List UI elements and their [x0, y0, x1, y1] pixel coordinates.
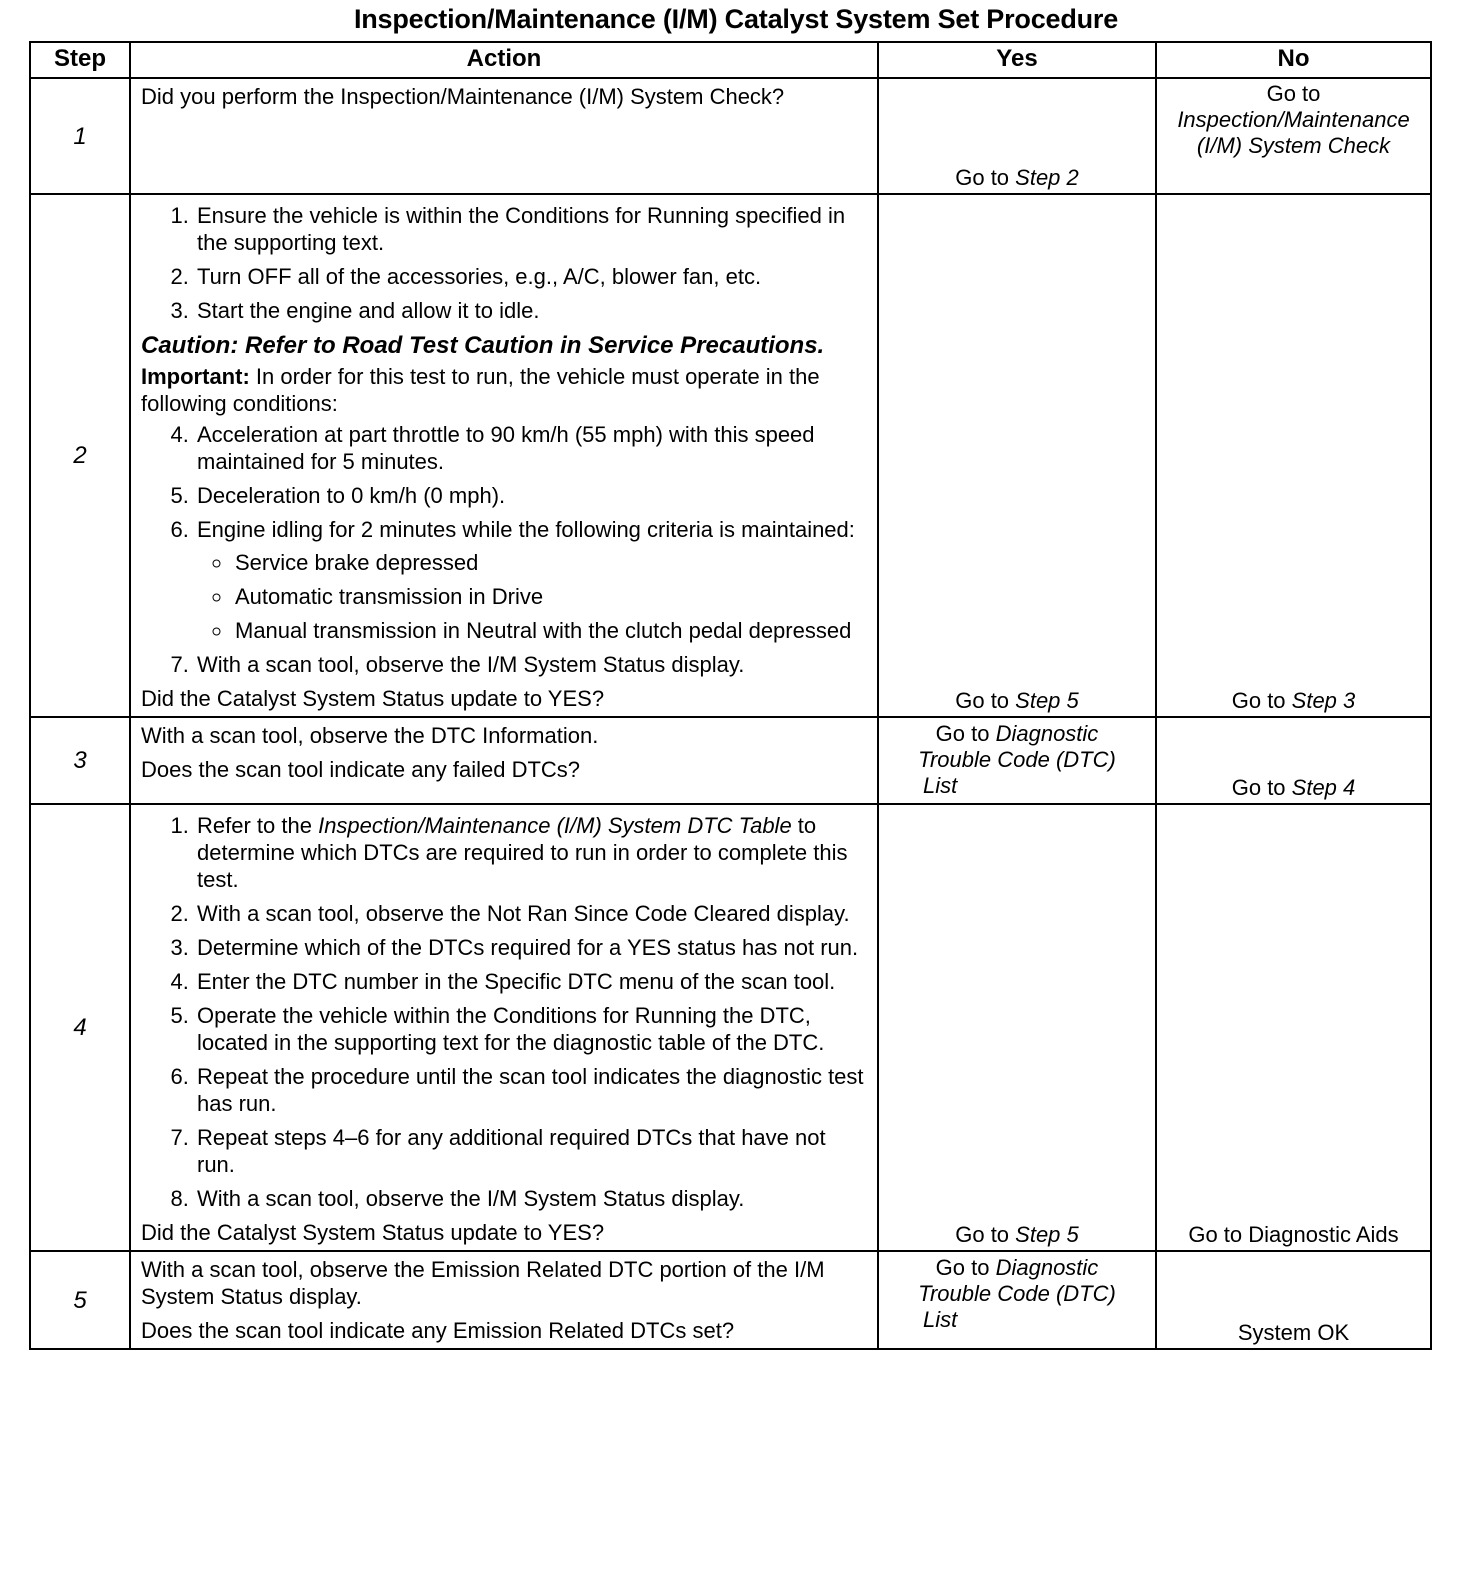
list-item — [195, 812, 867, 893]
procedure-table — [29, 41, 1432, 1350]
yes-link[interactable]: Trouble Code (DTC) — [918, 747, 1116, 772]
yes-link[interactable]: Diagnostic — [995, 1255, 1099, 1280]
list-item: 8. With a scan tool, observe the I/M System Status display. — [195, 1185, 867, 1212]
list-item-text: to determine which DTCs are required to run in order to complete this test. — [197, 813, 848, 892]
yes-link[interactable]: Diagnostic — [995, 721, 1099, 746]
no-cell — [1156, 804, 1431, 1251]
list-item: 1. Ensure the vehicle is within the Conditions for Running specified in the supporting text. — [195, 202, 867, 256]
table-row — [30, 78, 1431, 194]
header-step: Step — [30, 42, 130, 78]
header-action: Action — [130, 42, 878, 78]
important-note — [141, 363, 867, 417]
no-cell — [1156, 1251, 1431, 1349]
list-item: 3. Determine which of the DTCs required for a YES status has not run. — [195, 934, 867, 961]
no-link[interactable]: Inspection/Maintenance — [1177, 107, 1410, 132]
list-item: ◦ Service brake depressed — [233, 549, 867, 576]
yes-link[interactable]: Step 5 — [1015, 1222, 1079, 1247]
no-prefix: Go to — [1231, 688, 1292, 713]
action-question: Did the Catalyst System Status update to YES? — [141, 686, 605, 711]
no-link[interactable]: Step 4 — [1291, 775, 1356, 800]
no-line: Go to — [1266, 81, 1321, 106]
header-no: No — [1156, 42, 1431, 78]
list-item: 7. With a scan tool, observe the I/M System Status display. — [195, 651, 867, 678]
action-cell — [130, 717, 878, 804]
header-yes: Yes — [878, 42, 1156, 78]
yes-prefix: Go to — [935, 1255, 996, 1280]
dtc-table-link[interactable]: Inspection/Maintenance (I/M) System DTC Table — [318, 813, 792, 838]
yes-link[interactable]: Trouble Code (DTC) — [918, 1281, 1116, 1306]
page-title: Inspection/Maintenance (I/M) Catalyst System Set Procedure — [353, 4, 1119, 34]
action-text: With a scan tool, observe the Emission Related DTC portion of the I/M System Status display. — [141, 1257, 825, 1309]
action-steps — [141, 421, 867, 678]
list-item: 7. Repeat steps 4–6 for any additional required DTCs that have not run. — [195, 1124, 867, 1178]
yes-prefix: Go to — [955, 688, 1016, 713]
action-question: Does the scan tool indicate any failed DTCs? — [141, 757, 581, 782]
caution-note: Caution: Refer to Road Test Caution in Service Precautions. — [141, 332, 825, 359]
no-link[interactable]: Go to Diagnostic Aids — [1188, 1222, 1399, 1247]
table-header-row — [30, 42, 1431, 78]
list-item: 2. Turn OFF all of the accessories, e.g., A/C, blower fan, etc. — [195, 263, 867, 290]
step-number: 2 — [30, 194, 130, 717]
no-cell — [1156, 717, 1431, 804]
action-question: Does the scan tool indicate any Emission Related DTCs set? — [141, 1318, 735, 1343]
important-label: Important: — [141, 364, 250, 389]
list-item: 4. Enter the DTC number in the Specific DTC menu of the scan tool. — [195, 968, 867, 995]
yes-prefix: Go to — [955, 1222, 1016, 1247]
list-item: ◦ Manual transmission in Neutral with the clutch pedal depressed — [233, 617, 867, 644]
list-item — [195, 516, 867, 644]
yes-cell — [878, 78, 1156, 194]
yes-cell — [878, 804, 1156, 1251]
list-item: 2. With a scan tool, observe the Not Ran Since Code Cleared display. — [195, 900, 867, 927]
list-item-text: Engine idling for 2 minutes while the following criteria is maintained: — [197, 517, 855, 542]
action-steps — [141, 812, 867, 1212]
list-item: 6. Repeat the procedure until the scan tool indicates the diagnostic test has run. — [195, 1063, 867, 1117]
list-item: 5. Deceleration to 0 km/h (0 mph). — [195, 482, 867, 509]
action-cell — [130, 1251, 878, 1349]
action-cell — [130, 804, 878, 1251]
list-item-text: Refer to the — [197, 813, 319, 838]
table-row — [30, 1251, 1431, 1349]
table-row — [30, 194, 1431, 717]
yes-link[interactable]: Step 5 — [1015, 688, 1079, 713]
list-item: 4. Acceleration at part throttle to 90 km/h (55 mph) with this speed maintained for 5 minutes. — [195, 421, 867, 475]
action-question: Did the Catalyst System Status update to YES? — [141, 1220, 605, 1245]
list-item: ◦ Automatic transmission in Drive — [233, 583, 867, 610]
no-prefix: Go to — [1231, 775, 1292, 800]
action-text: With a scan tool, observe the DTC Information. — [141, 723, 599, 748]
criteria-list — [197, 549, 867, 644]
step-number: 3 — [30, 717, 130, 804]
yes-cell — [878, 1251, 1156, 1349]
step-number: 4 — [30, 804, 130, 1251]
step-number: 5 — [30, 1251, 130, 1349]
no-cell — [1156, 194, 1431, 717]
no-link[interactable]: (I/M) System Check — [1196, 133, 1391, 158]
no-cell — [1156, 78, 1431, 194]
list-item: 3. Start the engine and allow it to idle. — [195, 297, 867, 324]
action-cell — [130, 194, 878, 717]
no-link[interactable]: Step 3 — [1291, 688, 1356, 713]
action-question: Did you perform the Inspection/Maintenance (I/M) System Check? — [141, 84, 785, 109]
table-row — [30, 804, 1431, 1251]
yes-prefix: Go to — [955, 165, 1016, 190]
yes-cell — [878, 717, 1156, 804]
action-steps — [141, 202, 867, 324]
yes-link[interactable]: List — [923, 773, 958, 798]
yes-prefix: Go to — [935, 721, 996, 746]
important-text: In order for this test to run, the vehicle must operate in the following conditions: — [141, 364, 820, 416]
step-number: 1 — [30, 78, 130, 194]
yes-link[interactable]: List — [923, 1307, 958, 1332]
list-item: 5. Operate the vehicle within the Conditions for Running the DTC, located in the supporting text for the diagnostic table of the DTC. — [195, 1002, 867, 1056]
action-cell — [130, 78, 878, 194]
no-result: System OK — [1237, 1320, 1350, 1345]
yes-cell — [878, 194, 1156, 717]
table-row — [30, 717, 1431, 804]
yes-link[interactable]: Step 2 — [1015, 165, 1079, 190]
